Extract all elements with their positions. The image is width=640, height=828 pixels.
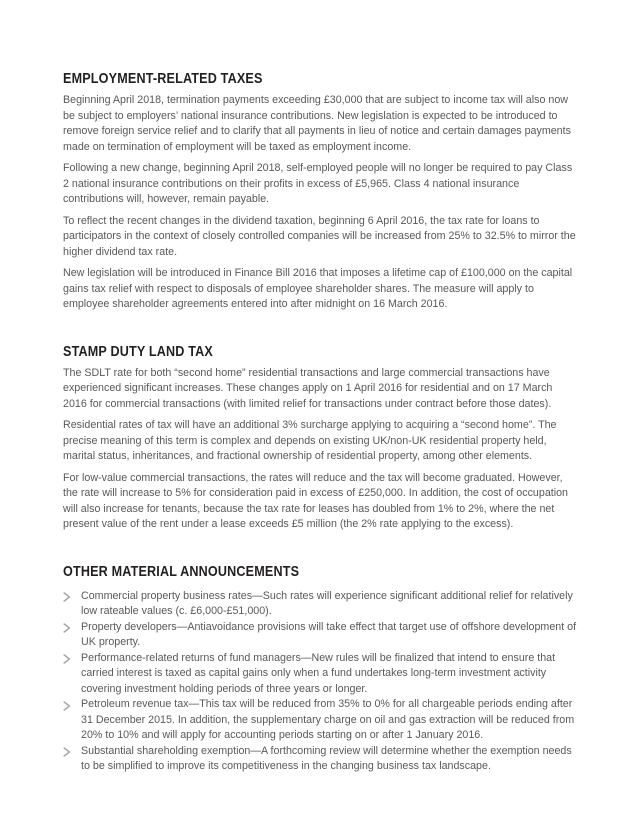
paragraph: Following a new change, beginning April 2018, self-employed people will no longer be required to pay Class 2 national insurance contributions on their profits in excess of £5,965. Class 4 national insurance contributions will, however, remain payable. [63, 162, 573, 205]
bullet-item [63, 744, 578, 775]
section-stamp-duty-land-tax [63, 344, 578, 533]
bullet-text: Petroleum revenue tax—This tax will be reduced from 35% to 0% for all chargeable periods ending after 31 December 2015. In addition, the supplementary charge on oil and gas extraction will be reduced from 20% to 10% and will apply for accounting periods starting on or after 1 January 2016. [81, 698, 575, 741]
section-heading-employment-related-taxes: EMPLOYMENT-RELATED TAXES [63, 70, 263, 87]
bullet-item [63, 651, 578, 698]
bullet-text: Property developers—Antiavoidance provisions will take effect that target use of offshore development of UK property. [81, 620, 577, 648]
paragraph: The SDLT rate for both “second home” residential transactions and large commercial transactions have experienced significant increases. These changes apply on 1 April 2016 for residential and on 17 March 2016 for commercial transactions (with limited relief for transactions under contract before those dates). [63, 366, 553, 410]
bullet-text: Performance-related returns of fund managers—New rules will be finalized that intend to ensure that carried interest is taxed as capital gains only when a fund undertakes long-term investment activity covering investment holding periods of three years or longer. [81, 651, 556, 695]
paragraph: For low-value commercial transactions, the rates will reduce and the tax will become graduated. However, the rate will increase to 5% for consideration paid in excess of £250,000. In addition, the cost of occupation will also increase for tenants, because the tax rate for leases has doubled from 1% to 2%, where the net present value of the rent under a lease exceeds £5 million (the 2% rate applying to the excess). [63, 471, 568, 530]
paragraph: Residential rates of tax will have an additional 3% surcharge applying to acquiring a “second home”. The precise meaning of this term is complex and depends on existing UK/non-UK residential property held, marital status, inheritances, and fractional ownership of residential property, among other elements. [63, 419, 557, 462]
bullet-item [63, 589, 578, 620]
chevron-right-icon [63, 744, 81, 758]
paragraph: To reflect the recent changes in the dividend taxation, beginning 6 April 2016, the tax rate for loans to participators in the context of closely controlled companies will be increased from 25% to 32.5% to mirror the higher dividend tax rate. [63, 214, 576, 258]
bullet-item [63, 620, 578, 651]
section-employment-related-taxes [63, 71, 578, 313]
section-other-material-announcements [63, 564, 578, 775]
bullet-item [63, 697, 578, 744]
section-heading-stamp-duty-land-tax: STAMP DUTY LAND TAX [63, 342, 213, 360]
chevron-right-icon [63, 651, 81, 665]
bullet-text: Substantial shareholding exemption—A forthcoming review will determine whether the exemption needs to be simplified to improve its competitiveness in the changing business tax landscape. [81, 744, 572, 772]
paragraph: Beginning April 2018, termination payments exceeding £30,000 that are subject to income tax will also now be subject to employers’ national insurance contributions. New legislation is expected to be introduced to remove foreign service relief and to clarify that all payments in lieu of notice and certain damages payments made on termination of employment will be taxed as employment income. [63, 94, 571, 153]
bullet-list [63, 589, 578, 775]
chevron-right-icon [63, 589, 81, 603]
chevron-right-icon [63, 620, 81, 634]
bullet-text: Commercial property business rates—Such rates will experience significant additional relief for relatively low rateable values (c. £6,000-£51,000). [81, 589, 573, 617]
paragraph: New legislation will be introduced in Finance Bill 2016 that imposes a lifetime cap of £100,000 on the capital gains tax relief with respect to disposals of employee shareholder shares. The measure will apply to employee shareholder agreements entered into after midnight on 16 March 2016. [63, 267, 573, 310]
chevron-right-icon [63, 697, 81, 711]
section-heading-other-material-announcements: OTHER MATERIAL ANNOUNCEMENTS [63, 562, 300, 580]
